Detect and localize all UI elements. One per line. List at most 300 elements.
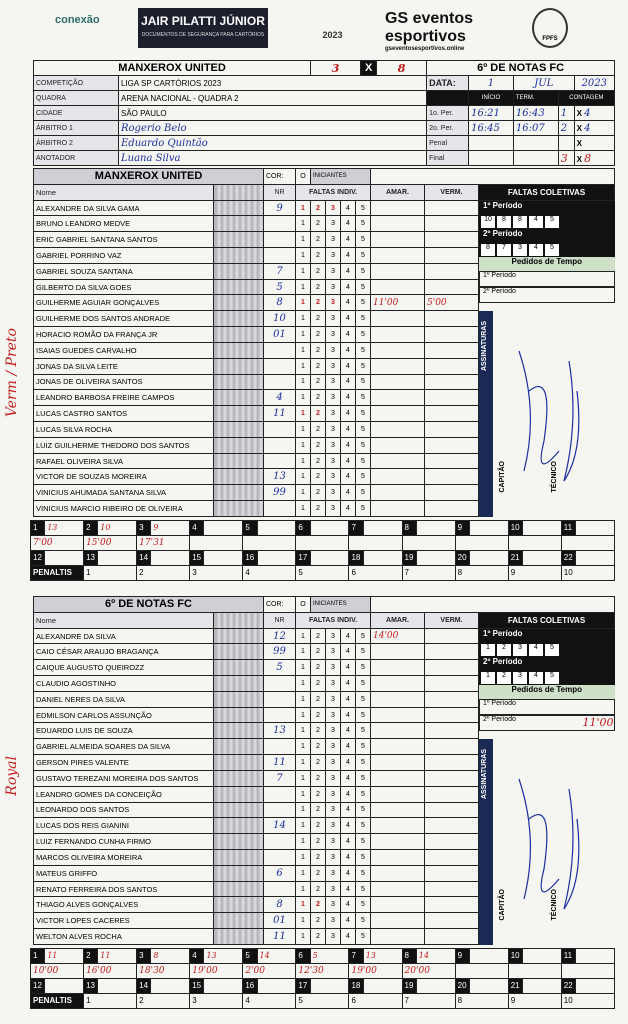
red-card bbox=[425, 723, 479, 739]
foul-box: 2 bbox=[311, 358, 326, 374]
goal-player: 11 bbox=[45, 948, 84, 963]
goal-index: 14 bbox=[137, 978, 151, 993]
foul-box: 5 bbox=[356, 865, 371, 881]
foul-box: 4 bbox=[341, 865, 356, 881]
player-name: CLAUDIO AGOSTINHO bbox=[34, 676, 214, 692]
period-1-score: X 4 bbox=[574, 106, 614, 121]
date-year: 2023 bbox=[574, 76, 614, 91]
goal-index: 11 bbox=[561, 520, 575, 535]
foul-box: 5 bbox=[356, 881, 371, 897]
red-card bbox=[425, 818, 479, 834]
foul-box: 5 bbox=[356, 485, 371, 501]
goal-index: 9 bbox=[455, 520, 469, 535]
quadra-label: QUADRA bbox=[34, 91, 119, 106]
goal-player: 13 bbox=[363, 948, 402, 963]
team2-right-panel bbox=[479, 629, 615, 945]
red-card bbox=[425, 929, 479, 945]
foul-box: 4 bbox=[341, 390, 356, 406]
period-1-start: 16:21 bbox=[469, 106, 514, 121]
goal-time: 2'00 bbox=[243, 963, 296, 978]
player-number bbox=[264, 358, 296, 374]
foul-box: 1 bbox=[296, 501, 311, 517]
foul-box: 5 bbox=[356, 802, 371, 818]
team1-tecnico: TÉCNICO bbox=[551, 460, 558, 493]
red-card bbox=[425, 200, 479, 216]
yellow-card bbox=[371, 311, 425, 327]
arbitro2-label: ÁRBITRO 2 bbox=[34, 136, 119, 151]
goal-index: 4 bbox=[190, 520, 204, 535]
player-name: ALEXANDRE DA SILVA bbox=[34, 628, 214, 644]
goal-index: 21 bbox=[508, 550, 522, 565]
player-name: ALEXANDRE DA SILVA GAMA bbox=[34, 200, 214, 216]
yellow-card bbox=[371, 739, 425, 755]
yellow-card bbox=[371, 216, 425, 232]
goal-time: 19'00 bbox=[190, 963, 243, 978]
red-card bbox=[425, 834, 479, 850]
foul-box: 4 bbox=[341, 849, 356, 865]
yellow-card bbox=[371, 248, 425, 264]
foul-box: 1 bbox=[296, 327, 311, 343]
yellow-card bbox=[371, 865, 425, 881]
foul-box: 4 bbox=[341, 723, 356, 739]
anotador-label: ANOTADOR bbox=[34, 151, 119, 166]
penalty-box: 10 bbox=[561, 993, 614, 1008]
penalty-box: 9 bbox=[508, 565, 561, 580]
team2-iniciantes: INICIANTES bbox=[311, 597, 371, 613]
logo-bar bbox=[0, 0, 628, 56]
foul-box: 1 bbox=[296, 248, 311, 264]
foul-box: 4 bbox=[341, 676, 356, 692]
goal-time bbox=[561, 535, 614, 550]
foul-box: 4 bbox=[341, 802, 356, 818]
goal-index: 7 bbox=[349, 948, 363, 963]
foul-box: 4 bbox=[341, 485, 356, 501]
foul-box: 2 bbox=[311, 342, 326, 358]
goal-index: 16 bbox=[243, 978, 257, 993]
goal-player bbox=[469, 520, 508, 535]
penalty-box: 2 bbox=[137, 565, 190, 580]
player-name: EDUARDO LUIS DE SOUZA bbox=[34, 723, 214, 739]
foul-box: 1 bbox=[296, 263, 311, 279]
player-name: LUCAS CASTRO SANTOS bbox=[34, 406, 214, 422]
foul-box: 2 bbox=[311, 263, 326, 279]
team2-timeout1: 1º Período bbox=[479, 699, 615, 715]
player-number: 8 bbox=[264, 897, 296, 913]
foul-box: 5 bbox=[356, 358, 371, 374]
foul-box: 1 bbox=[296, 358, 311, 374]
player-number bbox=[264, 676, 296, 692]
foul-box: 3 bbox=[326, 770, 341, 786]
goal-time bbox=[402, 535, 455, 550]
coletiva-box: 5 bbox=[545, 244, 559, 256]
team1-pedidos: Pedidos de Tempo bbox=[479, 257, 615, 271]
foul-box: 4 bbox=[341, 929, 356, 945]
goal-time: 16'00 bbox=[84, 963, 137, 978]
team1-coletivas-header: FALTAS COLETIVAS bbox=[479, 184, 615, 200]
player-name: LEONARDO DOS SANTOS bbox=[34, 802, 214, 818]
foul-box: 4 bbox=[341, 453, 356, 469]
foul-box: 1 bbox=[296, 881, 311, 897]
team2-p1-boxes bbox=[479, 643, 615, 657]
yellow-card bbox=[371, 770, 425, 786]
foul-box: 2 bbox=[311, 834, 326, 850]
period-1-label: 1o. Per. bbox=[427, 106, 469, 121]
foul-box: 3 bbox=[326, 501, 341, 517]
foul-box: 3 bbox=[326, 897, 341, 913]
team1-p1-label: 1º Período bbox=[479, 201, 615, 215]
foul-box: 2 bbox=[311, 865, 326, 881]
goal-time: 20'00 bbox=[402, 963, 455, 978]
team2-title: 6º DE NOTAS FC bbox=[34, 597, 264, 613]
goal-index: 10 bbox=[508, 948, 522, 963]
team2-p1-label: 1º Período bbox=[479, 629, 615, 643]
contagem-label: CONTAGEM bbox=[558, 91, 614, 106]
foul-box: 1 bbox=[296, 232, 311, 248]
foul-box: 3 bbox=[326, 311, 341, 327]
player-number: 4 bbox=[264, 390, 296, 406]
player-name: GABRIEL SOUZA SANTANA bbox=[34, 263, 214, 279]
foul-box: 1 bbox=[296, 660, 311, 676]
yellow-card bbox=[371, 437, 425, 453]
player-name: LUCAS SILVA ROCHA bbox=[34, 421, 214, 437]
player-name: WELTON ALVES ROCHA bbox=[34, 929, 214, 945]
yellow-card bbox=[371, 660, 425, 676]
match-header bbox=[33, 60, 615, 166]
foul-box: 5 bbox=[356, 660, 371, 676]
foul-box: 2 bbox=[311, 390, 326, 406]
foul-box: 1 bbox=[296, 929, 311, 945]
team1-nome-header: Nome bbox=[34, 184, 214, 200]
foul-box: 1 bbox=[296, 802, 311, 818]
foul-box: 1 bbox=[296, 469, 311, 485]
foul-box: 2 bbox=[311, 200, 326, 216]
player-name: LEANDRO BARBOSA FREIRE CAMPOS bbox=[34, 390, 214, 406]
red-card bbox=[425, 469, 479, 485]
goal-index: 2 bbox=[84, 948, 98, 963]
foul-box: 1 bbox=[296, 406, 311, 422]
goal-time: 19'00 bbox=[349, 963, 402, 978]
penalty-box: 8 bbox=[455, 565, 508, 580]
player-number: 6 bbox=[264, 865, 296, 881]
player-number: 01 bbox=[264, 913, 296, 929]
coletiva-box: 1 bbox=[481, 672, 495, 684]
date-month: JUL bbox=[513, 76, 574, 91]
goal-index: 6 bbox=[296, 948, 310, 963]
foul-box: 4 bbox=[341, 406, 356, 422]
foul-box: 2 bbox=[311, 755, 326, 771]
goal-time: 7'00 bbox=[31, 535, 84, 550]
player-number: 99 bbox=[264, 644, 296, 660]
foul-box: 1 bbox=[296, 485, 311, 501]
red-card bbox=[425, 406, 479, 422]
team1-title: MANXEROX UNITED bbox=[34, 169, 264, 185]
team1-iniciantes: INICIANTES bbox=[311, 169, 371, 185]
penalty-box: 3 bbox=[190, 565, 243, 580]
goal-player bbox=[522, 948, 561, 963]
home-team-title: MANXEROX UNITED bbox=[34, 61, 311, 76]
foul-box: 1 bbox=[296, 786, 311, 802]
foul-box: 3 bbox=[326, 818, 341, 834]
foul-box: 1 bbox=[296, 279, 311, 295]
coletiva-box: 1 bbox=[481, 644, 495, 656]
jair-title: JAIR PILATTI JÚNIOR bbox=[141, 14, 265, 28]
player-name: DANIEL NERES DA SILVA bbox=[34, 691, 214, 707]
team2-p2-label: 2º Período bbox=[479, 657, 615, 671]
foul-box: 5 bbox=[356, 628, 371, 644]
foul-box: 4 bbox=[341, 421, 356, 437]
foul-box: 3 bbox=[326, 644, 341, 660]
yellow-card bbox=[371, 342, 425, 358]
team2-goals bbox=[30, 948, 615, 1009]
team2-nr-header: NR bbox=[264, 612, 296, 628]
red-card bbox=[425, 786, 479, 802]
foul-box: 4 bbox=[341, 248, 356, 264]
foul-box: 3 bbox=[326, 691, 341, 707]
foul-box: 2 bbox=[311, 818, 326, 834]
foul-box: 3 bbox=[326, 755, 341, 771]
away-team-title: 6º DE NOTAS FC bbox=[427, 61, 615, 76]
goal-player: 10 bbox=[98, 520, 137, 535]
goal-time bbox=[455, 963, 508, 978]
player-name: LUCAS DOS REIS GIANINI bbox=[34, 818, 214, 834]
foul-box: 4 bbox=[341, 311, 356, 327]
term-label: TERM. bbox=[513, 91, 558, 106]
red-card bbox=[425, 453, 479, 469]
coletiva-box: 3 bbox=[513, 672, 527, 684]
goal-player bbox=[469, 948, 508, 963]
goal-player bbox=[257, 520, 296, 535]
foul-box: 1 bbox=[296, 453, 311, 469]
player-name: MARCOS OLIVEIRA MOREIRA bbox=[34, 849, 214, 865]
team1-margin-note: Verm / Preto bbox=[4, 328, 20, 418]
red-card bbox=[425, 232, 479, 248]
red-card bbox=[425, 421, 479, 437]
coletiva-box: 4 bbox=[529, 644, 543, 656]
goal-index: 22 bbox=[561, 550, 575, 565]
red-card bbox=[425, 501, 479, 517]
foul-box: 3 bbox=[326, 200, 341, 216]
team2-margin-note: Royal bbox=[4, 756, 20, 796]
player-number bbox=[264, 739, 296, 755]
foul-box: 5 bbox=[356, 691, 371, 707]
yellow-card bbox=[371, 676, 425, 692]
foul-box: 5 bbox=[356, 327, 371, 343]
team1-p2-boxes bbox=[479, 243, 615, 257]
penalty-box: 4 bbox=[243, 565, 296, 580]
foul-box: 5 bbox=[356, 501, 371, 517]
player-number bbox=[264, 437, 296, 453]
red-card bbox=[425, 358, 479, 374]
foul-box: 3 bbox=[326, 263, 341, 279]
player-number: 5 bbox=[264, 279, 296, 295]
cidade-value: SÃO PAULO bbox=[119, 106, 427, 121]
foul-box: 2 bbox=[311, 913, 326, 929]
player-number: 11 bbox=[264, 406, 296, 422]
team1-timeout1: 1º Período bbox=[479, 271, 615, 287]
player-number bbox=[264, 849, 296, 865]
player-name: THIAGO ALVES GONÇALVES bbox=[34, 897, 214, 913]
penal-score: X bbox=[574, 136, 614, 151]
player-number bbox=[264, 232, 296, 248]
foul-box: 4 bbox=[341, 216, 356, 232]
anotador-value: Luana Silva bbox=[119, 151, 427, 166]
foul-box: 2 bbox=[311, 929, 326, 945]
foul-box: 5 bbox=[356, 295, 371, 311]
player-name: MATEUS GRIFFO bbox=[34, 865, 214, 881]
player-number: 13 bbox=[264, 723, 296, 739]
player-number: 10 bbox=[264, 311, 296, 327]
player-number: 13 bbox=[264, 469, 296, 485]
goal-time bbox=[508, 535, 561, 550]
red-card bbox=[425, 802, 479, 818]
yellow-card bbox=[371, 644, 425, 660]
foul-box: 3 bbox=[326, 707, 341, 723]
foul-box: 4 bbox=[341, 469, 356, 485]
yellow-card bbox=[371, 200, 425, 216]
goal-player: 11 bbox=[98, 948, 137, 963]
foul-box: 3 bbox=[326, 739, 341, 755]
period-2-home: 2 bbox=[558, 121, 574, 136]
team2-assinaturas: ASSINATURAS bbox=[481, 748, 488, 799]
foul-box: 5 bbox=[356, 897, 371, 913]
player-name: ISAIAS GUEDES CARVALHO bbox=[34, 342, 214, 358]
date-day: 1 bbox=[469, 76, 514, 91]
coletiva-box: 4 bbox=[529, 672, 543, 684]
red-card bbox=[425, 248, 479, 264]
foul-box: 3 bbox=[326, 453, 341, 469]
foul-box: 3 bbox=[326, 406, 341, 422]
foul-box: 3 bbox=[326, 865, 341, 881]
foul-box: 3 bbox=[326, 248, 341, 264]
foul-box: 3 bbox=[326, 723, 341, 739]
period-1-end: 16:43 bbox=[513, 106, 558, 121]
goal-index: 2 bbox=[84, 520, 98, 535]
foul-box: 1 bbox=[296, 739, 311, 755]
player-number: 99 bbox=[264, 485, 296, 501]
yellow-card bbox=[371, 390, 425, 406]
foul-box: 2 bbox=[311, 644, 326, 660]
penalty-box: 10 bbox=[561, 565, 614, 580]
foul-box: 4 bbox=[341, 628, 356, 644]
yellow-card bbox=[371, 374, 425, 390]
foul-box: 3 bbox=[326, 279, 341, 295]
player-number bbox=[264, 691, 296, 707]
arbitro1-value: Rogerio Belo bbox=[119, 121, 427, 136]
team2-amar-header: AMAR. bbox=[371, 612, 425, 628]
player-number bbox=[264, 453, 296, 469]
goal-index: 13 bbox=[84, 978, 98, 993]
foul-box: 5 bbox=[356, 644, 371, 660]
team2-verm-header: VERM. bbox=[425, 612, 479, 628]
final-score: X 8 bbox=[574, 151, 614, 166]
arbitro2-value: Eduardo Quintão bbox=[119, 136, 427, 151]
player-name: GUILHERME DOS SANTOS ANDRADE bbox=[34, 311, 214, 327]
foul-box: 4 bbox=[341, 818, 356, 834]
coletiva-box: 5 bbox=[545, 644, 559, 656]
goal-player: 9 bbox=[151, 520, 190, 535]
foul-box: 1 bbox=[296, 200, 311, 216]
foul-box: 3 bbox=[326, 295, 341, 311]
team1-cor-label: COR: bbox=[264, 169, 296, 185]
foul-box: 5 bbox=[356, 770, 371, 786]
goal-index: 20 bbox=[455, 550, 469, 565]
team1-p2-label: 2º Período bbox=[479, 229, 615, 243]
goal-time bbox=[349, 535, 402, 550]
yellow-card bbox=[371, 849, 425, 865]
goal-index: 15 bbox=[190, 550, 204, 565]
goal-index: 8 bbox=[402, 948, 416, 963]
goal-time bbox=[296, 535, 349, 550]
foul-box: 5 bbox=[356, 421, 371, 437]
yellow-card bbox=[371, 501, 425, 517]
player-name: VINICIUS MARCIO RIBEIRO DE OLIVEIRA bbox=[34, 501, 214, 517]
coletiva-box: 4 bbox=[529, 216, 543, 228]
player-name: GILBERTO DA SILVA GOES bbox=[34, 279, 214, 295]
coletiva-box: 8 bbox=[513, 216, 527, 228]
red-card bbox=[425, 327, 479, 343]
goal-index: 11 bbox=[561, 948, 575, 963]
goal-index: 10 bbox=[508, 520, 522, 535]
foul-box: 1 bbox=[296, 676, 311, 692]
yellow-card bbox=[371, 406, 425, 422]
foul-box: 3 bbox=[326, 421, 341, 437]
period-2-end: 16:07 bbox=[513, 121, 558, 136]
player-number: 5 bbox=[264, 660, 296, 676]
foul-box: 3 bbox=[326, 342, 341, 358]
goal-player bbox=[204, 520, 243, 535]
player-name: RENATO FERREIRA DOS SANTOS bbox=[34, 881, 214, 897]
foul-box: 1 bbox=[296, 865, 311, 881]
goal-index: 21 bbox=[508, 978, 522, 993]
foul-box: 1 bbox=[296, 707, 311, 723]
player-name: HORACIO ROMÃO DA FRANÇA JR bbox=[34, 327, 214, 343]
foul-box: 1 bbox=[296, 691, 311, 707]
coletiva-box: 8 bbox=[481, 244, 495, 256]
goal-index: 13 bbox=[84, 550, 98, 565]
foul-box: 1 bbox=[296, 818, 311, 834]
foul-box: 3 bbox=[326, 929, 341, 945]
foul-box: 3 bbox=[326, 802, 341, 818]
goal-index: 12 bbox=[31, 978, 45, 993]
goal-index: 1 bbox=[31, 520, 45, 535]
goal-index: 22 bbox=[561, 978, 575, 993]
foul-box: 3 bbox=[326, 676, 341, 692]
red-card bbox=[425, 342, 479, 358]
period-1-home: 1 bbox=[558, 106, 574, 121]
foul-box: 5 bbox=[356, 739, 371, 755]
coletiva-box: 5 bbox=[545, 672, 559, 684]
player-name: CAIO CÉSAR ARAUJO BRAGANÇA bbox=[34, 644, 214, 660]
foul-box: 1 bbox=[296, 342, 311, 358]
team2-tecnico: TÉCNICO bbox=[551, 888, 558, 921]
coletiva-box: 3 bbox=[513, 244, 527, 256]
foul-box: 4 bbox=[341, 644, 356, 660]
team2-faltas-header: FALTAS INDIV. bbox=[296, 612, 371, 628]
foul-box: 2 bbox=[311, 311, 326, 327]
player-number bbox=[264, 881, 296, 897]
team2-o: O bbox=[296, 597, 311, 613]
foul-box: 5 bbox=[356, 929, 371, 945]
foul-box: 4 bbox=[341, 881, 356, 897]
foul-box: 4 bbox=[341, 755, 356, 771]
liga-logo: 2023 bbox=[322, 30, 343, 40]
foul-box: 1 bbox=[296, 295, 311, 311]
player-name: RAFAEL OLIVEIRA SILVA bbox=[34, 453, 214, 469]
player-name: LUIZ GUILHERME THEDORO DOS SANTOS bbox=[34, 437, 214, 453]
player-name: BRUNO LEANDRO MEDVE bbox=[34, 216, 214, 232]
team1-assinaturas: ASSINATURAS bbox=[481, 320, 488, 371]
foul-box: 5 bbox=[356, 248, 371, 264]
